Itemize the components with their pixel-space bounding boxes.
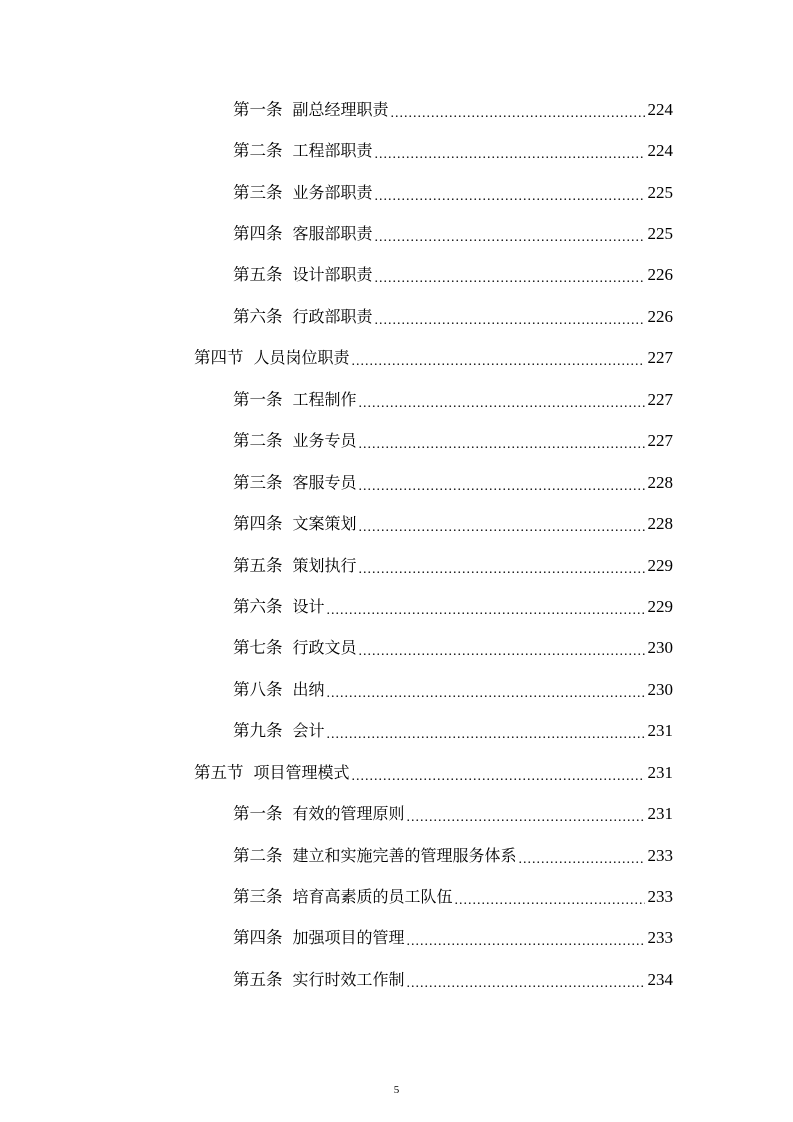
toc-entry[interactable]: [0, 462, 673, 503]
toc-entry[interactable]: [0, 793, 673, 834]
toc-entry-page: 229: [647, 555, 673, 575]
toc-entry-number: 第五条: [233, 265, 283, 285]
toc-entry-number: 第三条: [233, 472, 283, 492]
toc-dot-leader: [375, 269, 645, 289]
toc-dot-leader: [359, 477, 645, 497]
toc-entry-number: 第六条: [233, 306, 283, 326]
toc-entry[interactable]: [0, 503, 673, 544]
toc-entry-title: 文案策划: [292, 514, 357, 534]
toc-dot-leader: [391, 104, 645, 124]
toc-entry-number: 第一条: [233, 389, 283, 409]
toc-section-entry[interactable]: [0, 338, 673, 379]
toc-entry[interactable]: [0, 421, 673, 462]
toc-entry-title: 设计部职责: [292, 265, 373, 285]
toc-entry-number: 第九条: [233, 721, 283, 741]
toc-entry-title: 客服专员: [292, 472, 357, 492]
toc-entry-page: 230: [647, 679, 673, 699]
toc-entry-page: 230: [647, 638, 673, 658]
toc-entry[interactable]: [0, 172, 673, 213]
toc-dot-leader: [375, 228, 645, 248]
toc-entry[interactable]: [0, 130, 673, 171]
toc-entry-page: 231: [647, 762, 673, 782]
toc-entry[interactable]: [0, 835, 673, 876]
toc-entry-number: 第七条: [233, 638, 283, 658]
toc-entry[interactable]: [0, 711, 673, 752]
toc-entry[interactable]: [0, 89, 673, 130]
toc-entry-number: 第三条: [233, 887, 283, 907]
toc-entry-page: 227: [647, 389, 673, 409]
toc-entry-title: 行政部职责: [292, 306, 373, 326]
toc-dot-leader: [359, 642, 645, 662]
toc-entry-title: 人员岗位职责: [253, 348, 350, 368]
toc-dot-leader: [375, 311, 645, 331]
toc-dot-leader: [359, 518, 645, 538]
toc-entry-title: 业务专员: [292, 431, 357, 451]
toc-entry-page: 233: [647, 845, 673, 865]
page-number: 5: [393, 1084, 400, 1096]
toc-entry-page: 227: [647, 431, 673, 451]
toc-entry-page: 229: [647, 596, 673, 616]
table-of-contents: [0, 89, 793, 1001]
toc-entry-number: 第五条: [233, 969, 283, 989]
toc-entry-number: 第三条: [233, 182, 283, 202]
toc-dot-leader: [519, 850, 645, 870]
toc-entry[interactable]: [0, 586, 673, 627]
toc-entry-title: 建立和实施完善的管理服务体系: [292, 845, 517, 865]
toc-dot-leader: [352, 352, 645, 372]
toc-entry[interactable]: [0, 213, 673, 254]
toc-entry-page: 227: [647, 348, 673, 368]
toc-entry-page: 224: [647, 141, 673, 161]
toc-entry[interactable]: [0, 918, 673, 959]
toc-dot-leader: [352, 767, 645, 787]
toc-dot-leader: [359, 394, 645, 414]
toc-entry-page: 234: [647, 969, 673, 989]
toc-entry-number: 第二条: [233, 845, 283, 865]
toc-entry-number: 第五条: [233, 555, 283, 575]
toc-entry-page: 231: [647, 721, 673, 741]
toc-entry-page: 231: [647, 804, 673, 824]
toc-entry-number: 第六条: [233, 596, 283, 616]
toc-entry[interactable]: [0, 628, 673, 669]
toc-entry-page: 224: [647, 99, 673, 119]
toc-entry-title: 设计: [292, 596, 325, 616]
toc-dot-leader: [359, 560, 645, 580]
toc-entry-title: 客服部职责: [292, 224, 373, 244]
toc-entry-number: 第一条: [233, 99, 283, 119]
toc-entry-title: 行政文员: [292, 638, 357, 658]
toc-entry[interactable]: [0, 669, 673, 710]
toc-entry-title: 加强项目的管理: [292, 928, 405, 948]
toc-entry-number: 第四条: [233, 224, 283, 244]
toc-entry-title: 工程部职责: [292, 141, 373, 161]
toc-entry[interactable]: [0, 959, 673, 1000]
toc-section-entry[interactable]: [0, 752, 673, 793]
toc-entry-page: 228: [647, 472, 673, 492]
toc-entry-title: 有效的管理原则: [292, 804, 405, 824]
toc-entry-title: 会计: [292, 721, 325, 741]
toc-entry-number: 第二条: [233, 141, 283, 161]
toc-entry-page: 228: [647, 514, 673, 534]
toc-entry-page: 226: [647, 306, 673, 326]
toc-dot-leader: [327, 601, 645, 621]
toc-entry[interactable]: [0, 255, 673, 296]
toc-entry-number: 第五节: [194, 762, 244, 782]
toc-entry-number: 第二条: [233, 431, 283, 451]
toc-entry-title: 培育高素质的员工队伍: [292, 887, 453, 907]
toc-dot-leader: [407, 932, 645, 952]
toc-entry[interactable]: [0, 296, 673, 337]
toc-entry[interactable]: [0, 876, 673, 917]
toc-entry-number: 第四节: [194, 348, 244, 368]
toc-entry-number: 第四条: [233, 928, 283, 948]
toc-entry-page: 225: [647, 224, 673, 244]
toc-dot-leader: [327, 684, 645, 704]
toc-entry-title: 副总经理职责: [292, 99, 389, 119]
toc-dot-leader: [327, 725, 645, 745]
toc-entry[interactable]: [0, 545, 673, 586]
toc-entry-title: 项目管理模式: [253, 762, 350, 782]
toc-entry-page: 233: [647, 887, 673, 907]
toc-entry-title: 出纳: [292, 679, 325, 699]
toc-entry[interactable]: [0, 379, 673, 420]
toc-entry-number: 第四条: [233, 514, 283, 534]
toc-dot-leader: [407, 974, 645, 994]
toc-entry-title: 实行时效工作制: [292, 969, 405, 989]
toc-entry-page: 226: [647, 265, 673, 285]
toc-entry-title: 策划执行: [292, 555, 357, 575]
toc-dot-leader: [375, 145, 645, 165]
toc-entry-title: 业务部职责: [292, 182, 373, 202]
toc-dot-leader: [359, 435, 645, 455]
toc-entry-page: 225: [647, 182, 673, 202]
toc-entry-title: 工程制作: [292, 389, 357, 409]
toc-entry-number: 第一条: [233, 804, 283, 824]
toc-entry-page: 233: [647, 928, 673, 948]
toc-dot-leader: [455, 891, 645, 911]
toc-dot-leader: [407, 808, 645, 828]
toc-dot-leader: [375, 187, 645, 207]
toc-entry-number: 第八条: [233, 679, 283, 699]
